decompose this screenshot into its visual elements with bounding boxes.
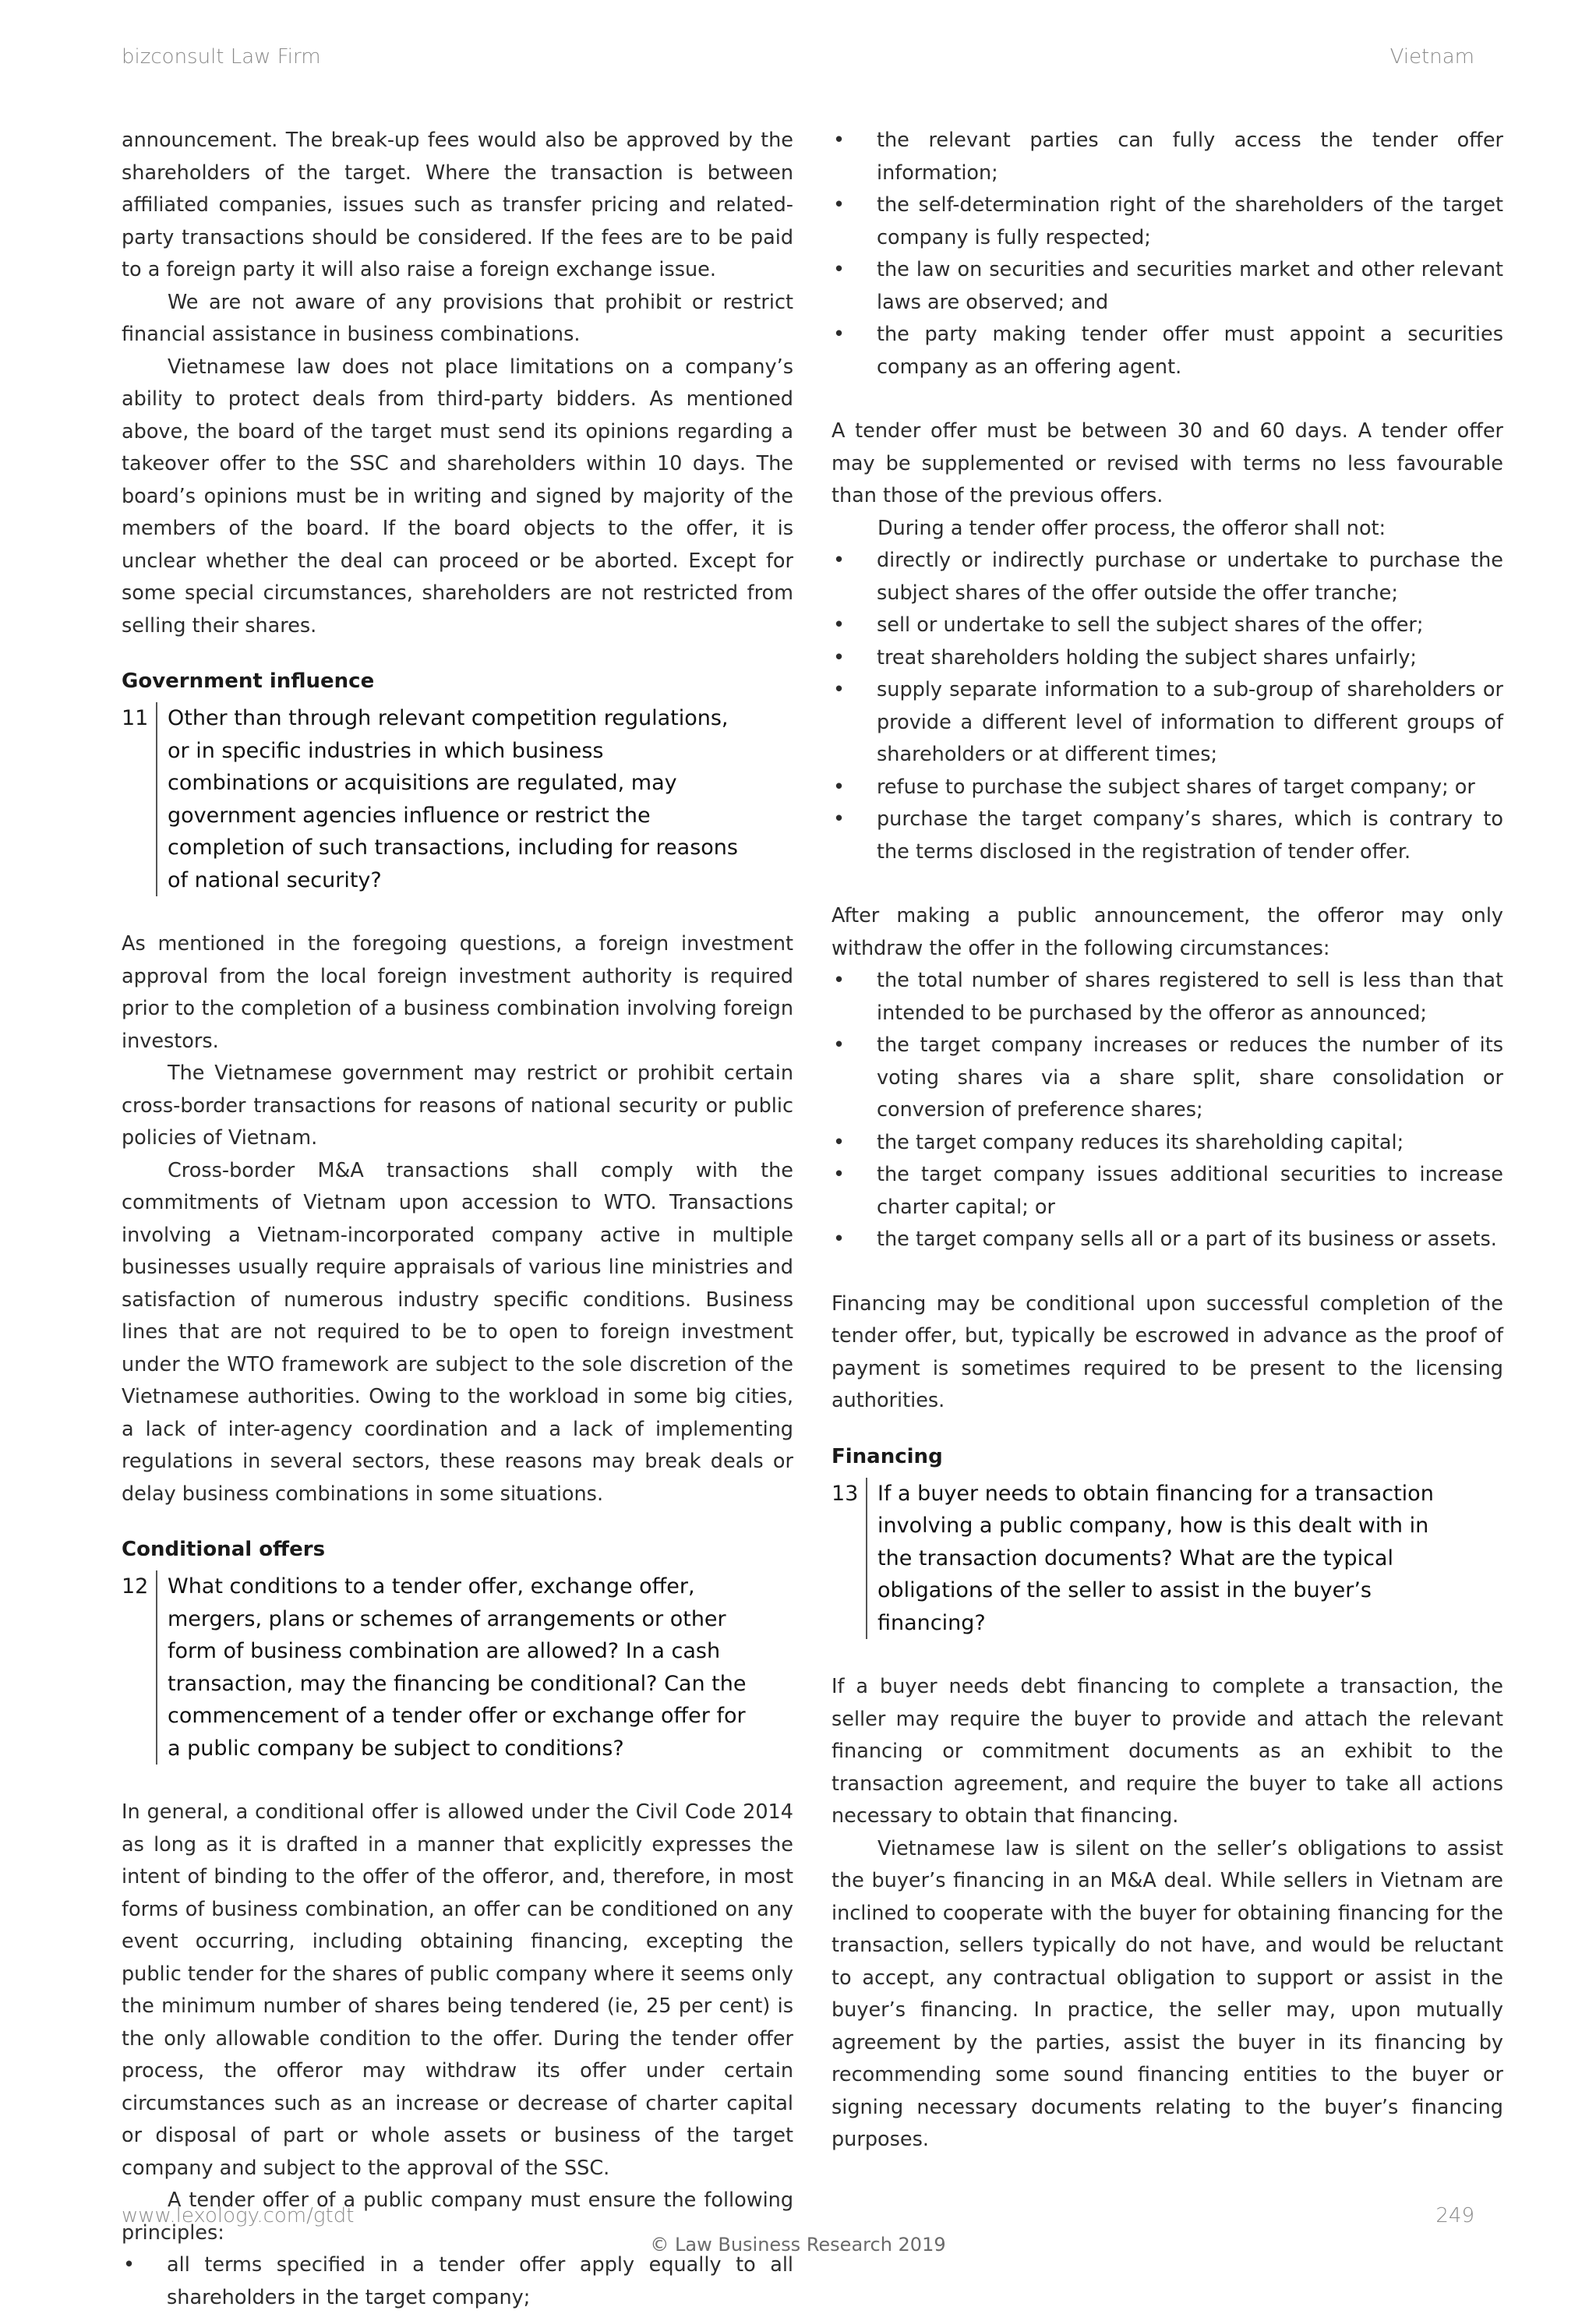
bullet-icon: •: [833, 1228, 846, 1251]
question-12: [122, 1570, 793, 1765]
bullet-icon: •: [833, 775, 846, 799]
paragraph: During a tender offer process, the offeror shall not:: [877, 516, 1386, 540]
running-header-firm: bizconsult Law Firm: [122, 45, 321, 69]
paragraph: announcement. The break-up fees would also be approved by the shareholders of the target. Where the transaction is between affiliated companies, issues such as transfer pricing and related-party transactions should be considered. If the fees are to be paid to a foreign party it will also raise a foreign exchange issue.: [122, 129, 793, 281]
paragraph: Vietnamese law does not place limitations on a company’s ability to protect deals from third-party bidders. As mentioned above, the board of the target must send its opinions regarding a takeover offer to the SSC and shareholders within 10 days. The board’s opinions must be in writing and signed by majority of the members of the board. If the board objects to the offer, it is unclear whether the deal can proceed or be aborted. Except for some special circumstances, shareholders are not restricted from selling their shares.: [122, 355, 793, 638]
bullet-icon: •: [833, 807, 846, 831]
paragraph: The Vietnamese government may restrict or prohibit certain cross-border transactions for reasons of national security or public policies of Vietnam.: [122, 1062, 793, 1150]
list-item: • the target company sells all or a part of its business or assets.: [832, 1224, 1503, 1256]
bullet-icon: •: [833, 678, 846, 701]
paragraph: If a buyer needs debt financing to complete a transaction, the seller may require the buyer to provide and attach the relevant financing or commitment documents as an exhibit to the transaction agreement, and require the buyer to take all actions necessary to obtain that financing.: [832, 1675, 1503, 1828]
bullet-list: [122, 2249, 793, 2314]
bullet-icon: •: [833, 129, 846, 152]
list-item: • supply separate information to a sub-group of shareholders or provide a different level of information to different groups of shareholders or at different times;: [832, 674, 1503, 772]
bullet-icon: •: [833, 1163, 846, 1186]
list-item: • the self-determination right of the shareholders of the target company is fully respected;: [832, 189, 1503, 254]
bullet-icon: •: [833, 1033, 846, 1057]
list-item: • sell or undertake to sell the subject shares of the offer;: [832, 609, 1503, 642]
list-item: • the total number of shares registered to sell is less than that intended to be purchased by the offeror as announced;: [832, 965, 1503, 1030]
paragraph: A tender offer of a public company must ensure the following principles:: [122, 2189, 793, 2245]
copyright-notice: © Law Business Research 2019: [650, 2234, 946, 2256]
bullet-icon: •: [833, 645, 846, 669]
footer-url[interactable]: www.lexology.com/gtdt: [122, 2204, 355, 2227]
paragraph: As mentioned in the foregoing questions, a foreign investment approval from the local foreign investment authority is required prior to the completion of a business combination involving foreign investors.: [122, 932, 793, 1053]
bullet-list: [832, 125, 1503, 383]
bullet-icon: •: [833, 1130, 846, 1154]
list-item: • all terms specified in a tender offer apply equally to all shareholders in the target company;: [122, 2249, 793, 2314]
right-column: [832, 125, 1503, 2157]
bullet-icon: •: [833, 193, 846, 217]
paragraph: In general, a conditional offer is allowed under the Civil Code 2014 as long as it is drafted in a manner that explicitly expresses the intent of binding to the offer of the offeror, and, therefore, in most forms of business combination, an offer can be conditioned on any event occurring, including obtaining financing, excepting the public tender for the shares of public company where it seems only the minimum number of shares being tendered (ie, 25 per cent) is the only allowable condition to the offer. During the tender offer process, the offeror may withdraw its offer under certain circumstances such as an increase or decrease of charter capital or disposal of part or whole assets or business of the target company and subject to the approval of the SSC.: [122, 1800, 793, 2180]
bullet-icon: •: [833, 969, 846, 992]
bullet-list: [832, 545, 1503, 868]
paragraph: We are not aware of any provisions that prohibit or restrict financial assistance in business combinations.: [122, 290, 793, 346]
question-text: What conditions to a tender offer, exchange offer, mergers, plans or schemes of arrangements or other form of business combination are allowed? In a cash transaction, may the financing be conditional? Can the commencement of a tender offer or exchange offer for a public company be subject to conditions?: [156, 1570, 793, 1765]
bullet-list: [832, 965, 1503, 1256]
page-number: 249: [1435, 2204, 1474, 2227]
question-number: 11: [122, 706, 149, 730]
list-item: • the target company reduces its shareholding capital;: [832, 1127, 1503, 1160]
bullet-icon: •: [123, 2253, 136, 2277]
list-item: • the relevant parties can fully access the tender offer information;: [832, 125, 1503, 189]
bullet-icon: •: [833, 323, 846, 346]
bullet-icon: •: [833, 613, 846, 637]
question-number: 12: [122, 1574, 149, 1599]
paragraph: A tender offer must be between 30 and 60 days. A tender offer may be supplemented or revised with terms no less favourable than those of the previous offers.: [832, 419, 1503, 507]
list-item: • directly or indirectly purchase or undertake to purchase the subject shares of the offer outside the offer tranche;: [832, 545, 1503, 609]
list-item: • the target company issues additional securities to increase charter capital; or: [832, 1159, 1503, 1224]
list-item: • treat shareholders holding the subject shares unfairly;: [832, 642, 1503, 675]
paragraph: Financing may be conditional upon successful completion of the tender offer, but, typically be escrowed in advance as the proof of payment is sometimes required to be present to the licensing authorities.: [832, 1291, 1503, 1412]
left-column: [122, 125, 793, 2314]
section-heading-conditional-offers: Conditional offers: [122, 1538, 326, 1561]
section-heading-financing: Financing: [832, 1444, 943, 1468]
section-heading-government-influence: Government influence: [122, 669, 375, 693]
list-item: • the party making tender offer must appoint a securities company as an offering agent.: [832, 319, 1503, 383]
list-item: • the law on securities and securities market and other relevant laws are observed; and: [832, 254, 1503, 319]
list-item: • purchase the target company’s shares, which is contrary to the terms disclosed in the registration of tender offer.: [832, 804, 1503, 868]
question-number: 13: [832, 1481, 859, 1506]
list-item: • refuse to purchase the subject shares of target company; or: [832, 772, 1503, 804]
paragraph: After making a public announcement, the offeror may only withdraw the offer in the following circumstances:: [832, 904, 1503, 960]
paragraph: Vietnamese law is silent on the seller’s obligations to assist the buyer’s financing in an M&A deal. While sellers in Vietnam are inclined to cooperate with the buyer for obtaining financing for the transaction, sellers typically do not have, and would be reluctant to accept, any contractual obligation to support or assist in the buyer’s financing. In practice, the seller may, upon mutually agreement by the parties, assist the buyer in its financing by recommending some sound financing entities to the buyer or signing necessary documents relating to the buyer’s financing purposes.: [832, 1836, 1503, 2151]
question-11: [122, 702, 793, 896]
bullet-icon: •: [833, 258, 846, 281]
list-item: • the target company increases or reduces the number of its voting shares via a share split, share consolidation or conversion of preference shares;: [832, 1030, 1503, 1127]
running-header-country: Vietnam: [1389, 45, 1474, 69]
question-text: Other than through relevant competition regulations, or in specific industries in which business combinations or acquisitions are regulated, may government agencies influence or restrict the completion of such transactions, including for reasons of national security?: [156, 702, 793, 896]
question-13: [832, 1478, 1503, 1640]
question-text: If a buyer needs to obtain financing for a transaction involving a public company, how is this dealt with in the transaction documents? What are the typical obligations of the seller to assist in the buyer’s financing?: [866, 1478, 1503, 1640]
paragraph: Cross-border M&A transactions shall comply with the commitments of Vietnam upon accession to WTO. Transactions involving a Vietnam-incorporated company active in multiple businesses usually require appraisals of various line ministries and satisfaction of numerous industry specific conditions. Business lines that are not required to be to open to foreign investment under the WTO framework are subject to the sole discretion of the Vietnamese authorities. Owing to the workload in some big cities, a lack of inter-agency coordination and a lack of implementing regulations in several sectors, these reasons may break deals or delay business combinations in some situations.: [122, 1158, 793, 1506]
bullet-icon: •: [833, 549, 846, 572]
